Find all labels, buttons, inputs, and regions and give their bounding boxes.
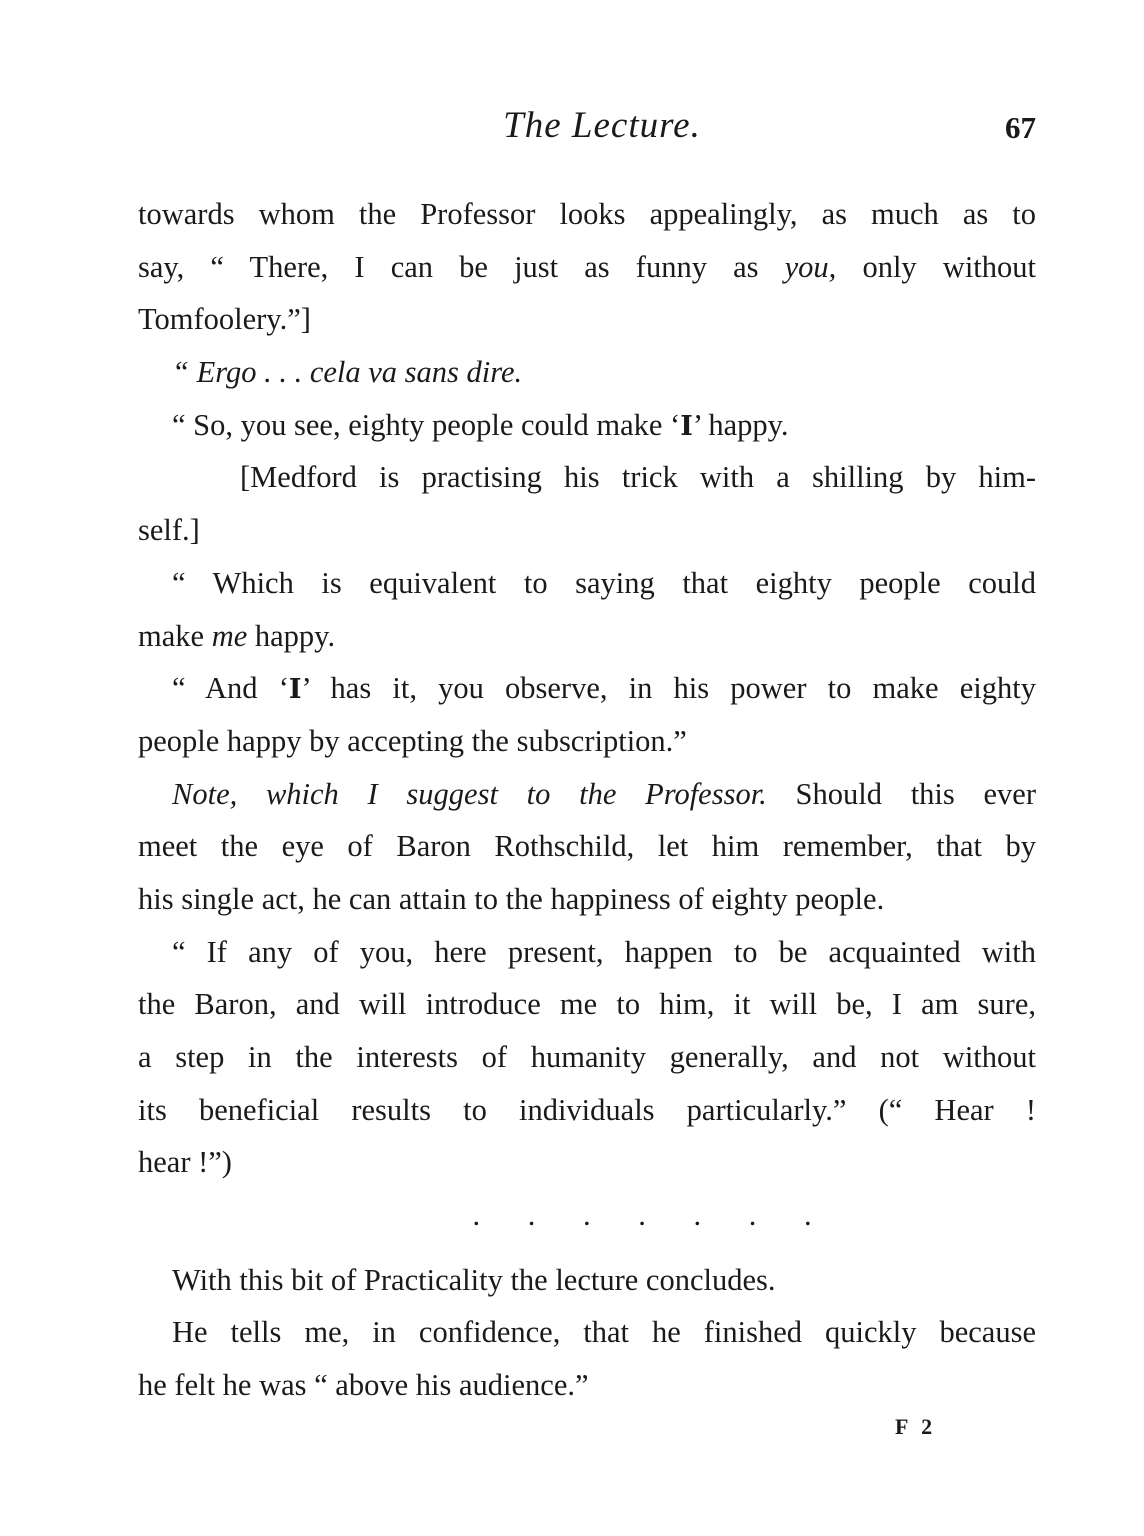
text-line: meet the eye of Baron Rothschild, let him remember, that by: [138, 829, 1036, 864]
text-span: “ And ‘: [172, 671, 289, 706]
text-line: self.]: [138, 513, 200, 548]
text-line: his single act, he can attain to the happiness of eighty people.: [138, 881, 885, 916]
text-line: [138, 610, 1036, 663]
text-line: [Medford is practising his trick with a shilling by him-: [240, 460, 1036, 495]
text-line: he felt he was “ above his audience.”: [138, 1368, 589, 1403]
text-line: He tells me, in confidence, that he finished quickly because: [172, 1315, 1036, 1350]
text-line: [138, 241, 1036, 294]
text-line: [138, 399, 1036, 452]
section-break-dots: . . . . . . .: [472, 1198, 832, 1233]
text-line: “ If any of you, here present, happen to be acquainted with: [172, 934, 1036, 969]
text-line: With this bit of Practicality the lecture concludes.: [172, 1262, 776, 1297]
text-span: ’ has it, you observe, in his power to make eighty: [301, 671, 1036, 706]
text-span: make: [138, 618, 212, 653]
text-span: only without: [836, 249, 1036, 284]
bold-span: I: [680, 410, 693, 442]
text-line: “ Ergo . . . cela va sans dire.: [172, 355, 523, 390]
text-line: the Baron, and will introduce me to him, it will be, I am sure,: [138, 987, 1036, 1022]
text-line: Tomfoolery.”]: [138, 302, 311, 337]
text-line: “ Which is equivalent to saying that eighty people could: [172, 565, 1036, 600]
text-line: its beneficial results to individuals particularly.” (“ Hear !: [138, 1092, 1036, 1127]
running-title: The Lecture.: [503, 105, 701, 146]
text-line: hear !”): [138, 1145, 232, 1180]
text-line: [138, 768, 1036, 821]
spacer: [138, 1242, 1036, 1254]
text-span: say, “ There, I can be just as funny as: [138, 249, 785, 284]
signature-mark: F 2: [895, 1414, 937, 1439]
text-line: [138, 662, 1036, 715]
page-number: 67: [1005, 110, 1036, 145]
italic-span: me: [211, 618, 248, 653]
italic-span: you,: [784, 249, 837, 284]
body-text: [138, 188, 1036, 1412]
italic-span: Note, which I suggest to the Professor.: [172, 776, 767, 811]
text-line: people happy by accepting the subscription.”: [138, 723, 687, 758]
text-span: Should this ever: [766, 776, 1036, 811]
text-line: towards whom the Professor looks appealingly, as much as to: [138, 197, 1036, 231]
running-head: [0, 104, 1144, 148]
bold-span: I: [288, 674, 302, 706]
text-span: happy.: [247, 618, 336, 653]
text-span: ’ happy.: [692, 407, 789, 442]
text-span: “ So, you see, eighty people could make ‘: [172, 407, 681, 442]
text-line: a step in the interests of humanity generally, and not without: [138, 1040, 1036, 1074]
